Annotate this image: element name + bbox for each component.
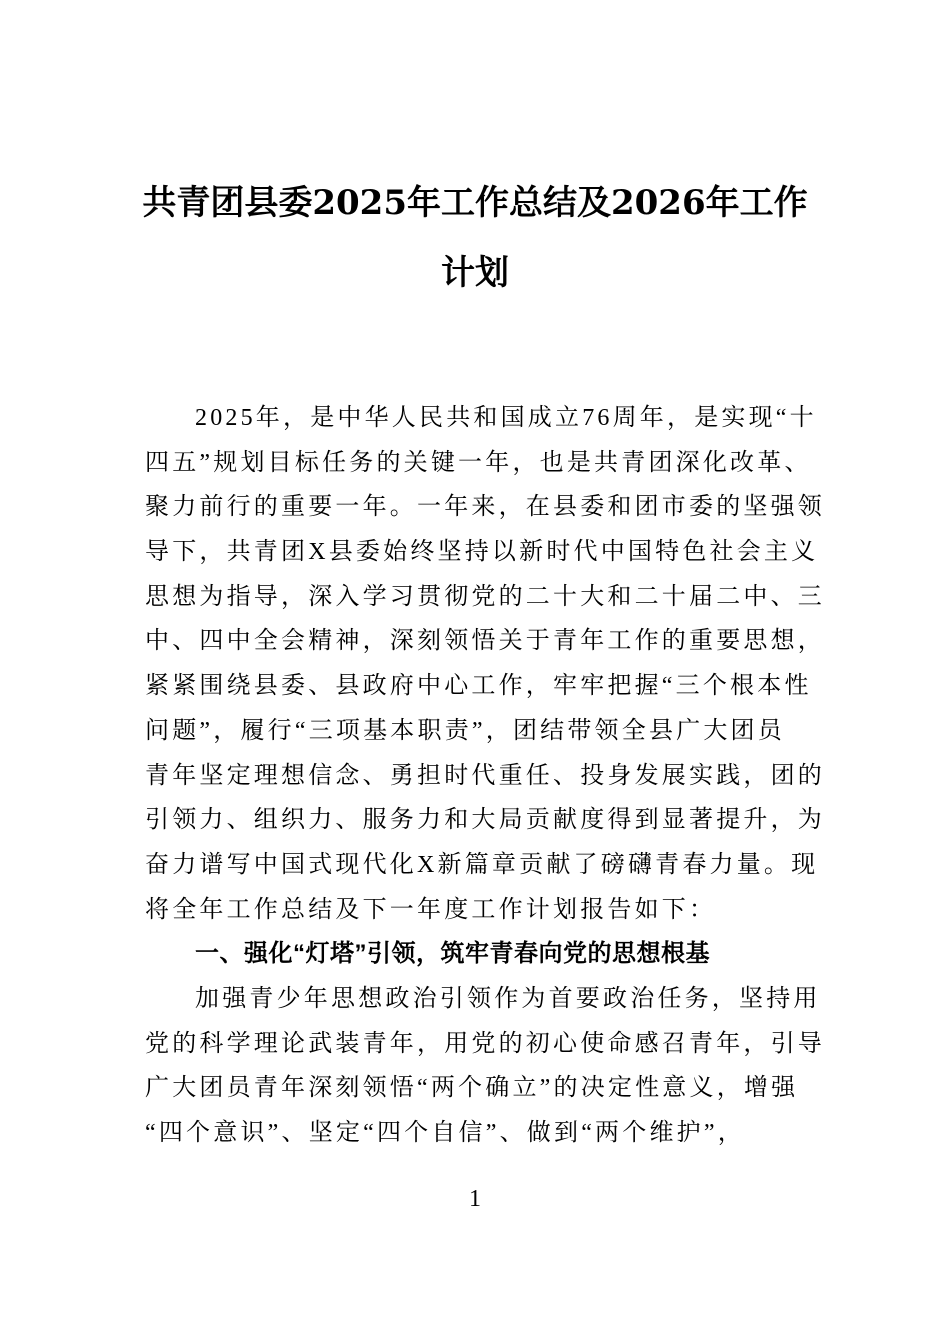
section-heading: 一、强化“灯塔”引领，筑牢青春向党的思想根基 xyxy=(195,940,710,968)
paragraph-line: 引领力、组织力、服务力和大局贡献度得到显著提升，为 xyxy=(145,807,825,834)
paragraph-line: 奋力谱写中国式现代化X新篇章贡献了磅礴青春力量。现 xyxy=(145,851,819,878)
paragraph-line: 思想为指导，深入学习贯彻党的二十大和二十届二中、三 xyxy=(145,583,825,610)
paragraph-line: 紧紧围绕县委、县政府中心工作，牢牢把握“三个根本性 xyxy=(145,673,812,700)
document-body xyxy=(145,396,825,1156)
paragraph-line: 导下，共青团X县委始终坚持以新时代中国特色社会主义 xyxy=(145,539,819,566)
page-number: 1 xyxy=(469,1186,481,1212)
paragraph-line: 中、四中全会精神，深刻领悟关于青年工作的重要思想， xyxy=(145,628,825,655)
paragraph-line: 党的科学理论武装青年，用党的初心使命感召青年，引导 xyxy=(145,1030,825,1057)
paragraph-line: 将全年工作总结及下一年度工作计划报告如下： xyxy=(145,896,717,923)
paragraph-line: 加强青少年思想政治引领作为首要政治任务，坚持用 xyxy=(195,985,821,1012)
paragraph-line: “四个意识”、坚定“四个自信”、做到“两个维护”， xyxy=(145,1120,745,1146)
paragraph-line: 2025年，是中华人民共和国成立76周年，是实现“十 xyxy=(195,405,817,431)
document-title xyxy=(138,168,812,308)
title-line-1: 共青团县委2025年工作总结及2026年工作 xyxy=(142,183,808,223)
paragraph-line: 聚力前行的重要一年。一年来，在县委和团市委的坚强领 xyxy=(145,494,825,521)
title-line-2: 计划 xyxy=(441,253,509,293)
paragraph-line: 广大团员青年深刻领悟“两个确立”的决定性意义，增强 xyxy=(145,1075,799,1102)
paragraph-line: 四五”规划目标任务的关键一年，也是共青团深化改革、 xyxy=(145,449,812,476)
paragraph-line: 问题”，履行“三项基本职责”，团结带领全县广大团员 xyxy=(145,717,785,744)
paragraph-line: 青年坚定理想信念、勇担时代重任、投身发展实践，团的 xyxy=(145,762,825,789)
